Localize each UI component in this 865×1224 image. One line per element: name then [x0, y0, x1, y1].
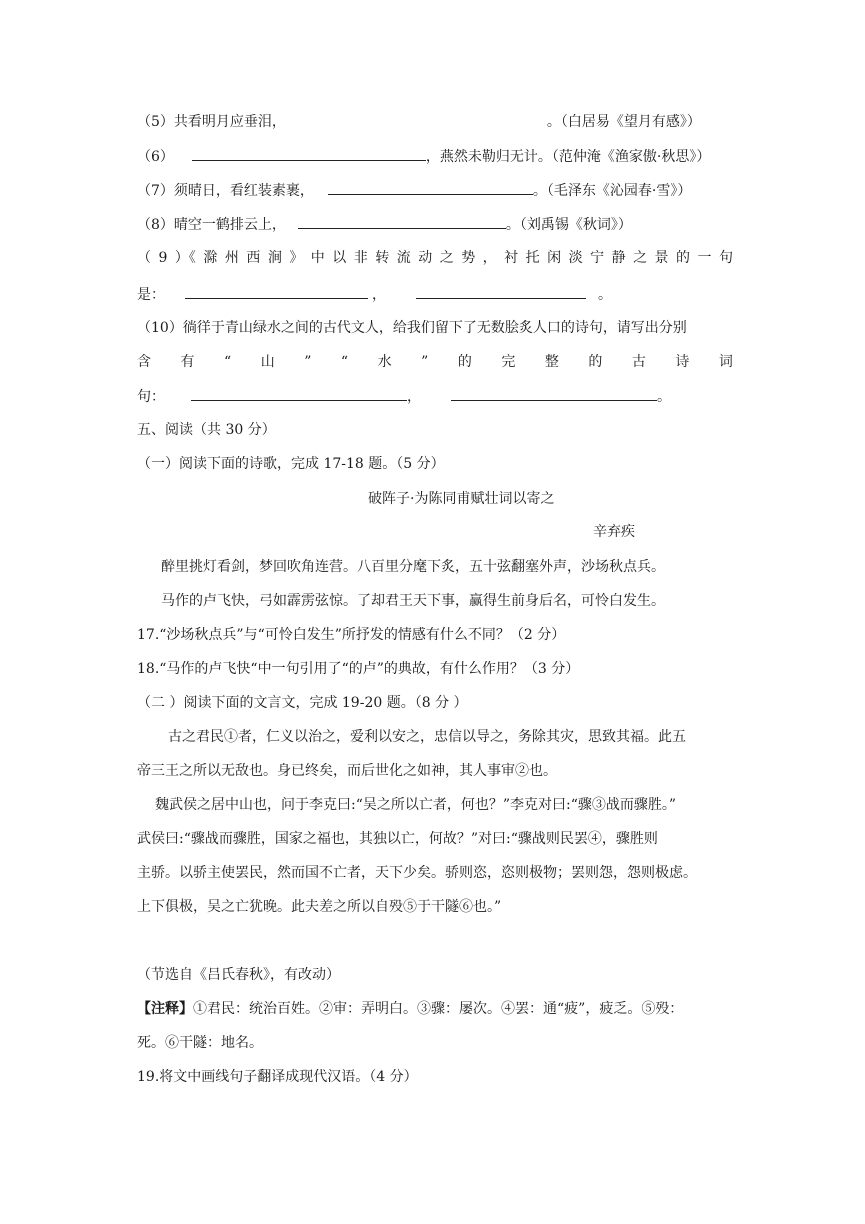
- q9-prefix: 是：: [137, 287, 165, 303]
- justified-char: 的: [457, 354, 472, 370]
- q9-answer-blank-1[interactable]: [185, 284, 368, 299]
- passage-p1-line1: 古之君民①者，仁义以治之，爱利以安之，忠信以导之，务除其灾，思致其福。此五: [168, 729, 686, 745]
- poem-title: 破阵子·为陈同甫赋壮词以寄之: [368, 491, 555, 507]
- justified-char: 涧: [267, 250, 282, 266]
- justified-char: 宁: [590, 250, 605, 266]
- q9-comma: ，: [372, 287, 386, 303]
- justified-char: ”: [304, 354, 312, 370]
- part-1-intro: （一）阅读下面的诗歌，完成 17-18 题。（5 分）: [137, 456, 445, 472]
- justified-char: 含: [137, 354, 151, 370]
- question-17: 17.“沙场秋点兵”与“可怜白发生”所抒发的情感有什么不同？（2 分）: [137, 627, 566, 643]
- q7-answer-blank[interactable]: [328, 180, 533, 195]
- q5-prefix: （5）共看明月应垂泪，: [137, 114, 286, 130]
- passage-p1-line2: 帝三王之所以无敌也。身已终矣，而后世化之如神，其人事审②也。: [137, 763, 557, 779]
- justified-char: ，: [482, 250, 497, 266]
- justified-char: 势: [461, 250, 476, 266]
- justified-char: 静: [611, 250, 626, 266]
- justified-char: 西: [246, 250, 261, 266]
- justified-char: 9: [158, 250, 168, 266]
- q10-answer-blank-1[interactable]: [191, 386, 407, 401]
- question-5: [137, 112, 701, 132]
- justified-char: 古: [631, 354, 646, 370]
- justified-char: 中: [310, 250, 325, 266]
- justified-char: 转: [375, 250, 390, 266]
- question-9-line1: [137, 248, 733, 268]
- justified-char: 一: [697, 250, 712, 266]
- question-18: 18.“马作的卢飞快“中一句引用了“的卢”的典故，有什么作用？（3 分）: [137, 661, 580, 677]
- justified-char: 州: [224, 250, 239, 266]
- notes-line2: 死。⑥干隧：地名。: [137, 1035, 263, 1051]
- justified-char: 的: [588, 354, 603, 370]
- justified-char: 闲: [547, 250, 562, 266]
- poem-verse-2: 马作的卢飞快，弓如霹雳弦惊。了却君王天下事，赢得生前身后名，可怜白发生。: [161, 593, 665, 609]
- justified-char: 水: [377, 354, 392, 370]
- justified-char: 淡: [568, 250, 583, 266]
- justified-char: 之: [633, 250, 648, 266]
- justified-char: 诗: [675, 354, 690, 370]
- passage-p2-line1: 魏武侯之居中山也，问于李克曰:“吴之所以亡者，何也？”李克对曰:“骤③战而骤胜。”: [155, 797, 677, 813]
- q9-period: 。: [598, 287, 612, 303]
- justified-char: 非: [353, 250, 368, 266]
- q8-suffix: 。（刘禹锡《秋词》）: [505, 217, 632, 233]
- question-10-line3: [137, 386, 671, 407]
- question-10-line1: （10）徜徉于青山绿水之间的古代文人，给我们留下了无数脍炙人口的诗句，请写出分别: [137, 320, 687, 336]
- question-8: [137, 214, 632, 235]
- justified-char: 景: [654, 250, 669, 266]
- part-2-intro: （二 ）阅读下面的文言文，完成 19-20 题。（8 分 ）: [137, 695, 468, 711]
- passage-source: （节选自《吕氏春秋》，有改动）: [137, 967, 340, 983]
- notes-line1: [137, 999, 683, 1019]
- q9-answer-blank-2[interactable]: [416, 284, 586, 299]
- q7-prefix: （7）须晴日，看红装素裹，: [137, 183, 314, 199]
- justified-char: 有: [180, 354, 195, 370]
- q6-suffix: ，燕然未勒归无计。（范仲淹《渔家傲·秋思》）: [425, 149, 711, 165]
- justified-char: 完: [501, 354, 516, 370]
- justified-char: 句: [719, 250, 733, 266]
- q10-prefix: 句：: [137, 389, 165, 405]
- justified-char: 之: [439, 250, 454, 266]
- justified-char: 流: [396, 250, 411, 266]
- poem-verse-1: 醉里挑灯看剑，梦回吹角连营。八百里分麾下炙，五十弦翻塞外声，沙场秋点兵。: [161, 559, 665, 575]
- justified-char: 滁: [203, 250, 218, 266]
- justified-char: “: [224, 354, 232, 370]
- justified-char: （: [137, 250, 151, 266]
- q5-suffix: 。（白居易《望月有感》）: [546, 114, 701, 130]
- q10-comma: ，: [407, 389, 421, 405]
- justified-char: ”: [421, 354, 429, 370]
- passage-p2-line2: 武侯曰:“骤战而骤胜，国家之福也，其独以亡，何故？”对曰:“骤战则民罢④，骤胜则: [137, 831, 658, 847]
- justified-char: 的: [676, 250, 691, 266]
- section-5-heading: 五、阅读（共 30 分）: [137, 422, 276, 438]
- justified-char: 衬: [504, 250, 519, 266]
- justified-char: “: [340, 354, 349, 370]
- q6-answer-blank[interactable]: [192, 146, 426, 161]
- justified-char: 》: [289, 250, 304, 266]
- passage-p2-line3: 主骄。以骄主使罢民，然而国不亡者，天下少矣。骄则恣，恣则极物；罢则怨，怨则极虑。: [137, 865, 697, 881]
- q7-suffix: 。（毛泽东《沁园春·雪》）: [532, 183, 692, 199]
- q8-answer-blank[interactable]: [298, 214, 506, 229]
- question-6: [137, 146, 710, 167]
- poem-author: 辛弃疾: [593, 524, 635, 540]
- justified-char: 动: [418, 250, 433, 266]
- question-10-line2: [137, 352, 733, 372]
- passage-p2-line4: 上下俱极，吴之亡犹晚。此夫差之所以自殁⑤于干隧⑥也。”: [137, 899, 502, 915]
- justified-char: 托: [525, 250, 540, 266]
- question-7: [137, 180, 691, 201]
- justified-char: 以: [332, 250, 347, 266]
- question-19: 19.将文中画线句子翻译成现代汉语。（4 分）: [137, 1069, 418, 1085]
- notes-label: 【注释】: [137, 1001, 193, 1017]
- q6-prefix: （6）: [137, 149, 174, 165]
- justified-char: 整: [544, 354, 559, 370]
- q10-answer-blank-2[interactable]: [451, 386, 657, 401]
- q10-period: 。: [657, 389, 671, 405]
- question-9-line2: [137, 284, 612, 305]
- notes-text-1: ①君民：统治百姓。②审：弄明白。③骤：屡次。④罢：通“疲”，疲乏。⑤殁：: [193, 1001, 684, 1017]
- justified-char: 山: [260, 354, 275, 370]
- justified-char: 词: [718, 354, 733, 370]
- justified-char: ）《: [174, 250, 196, 266]
- q8-prefix: （8）晴空一鹤排云上，: [137, 217, 286, 233]
